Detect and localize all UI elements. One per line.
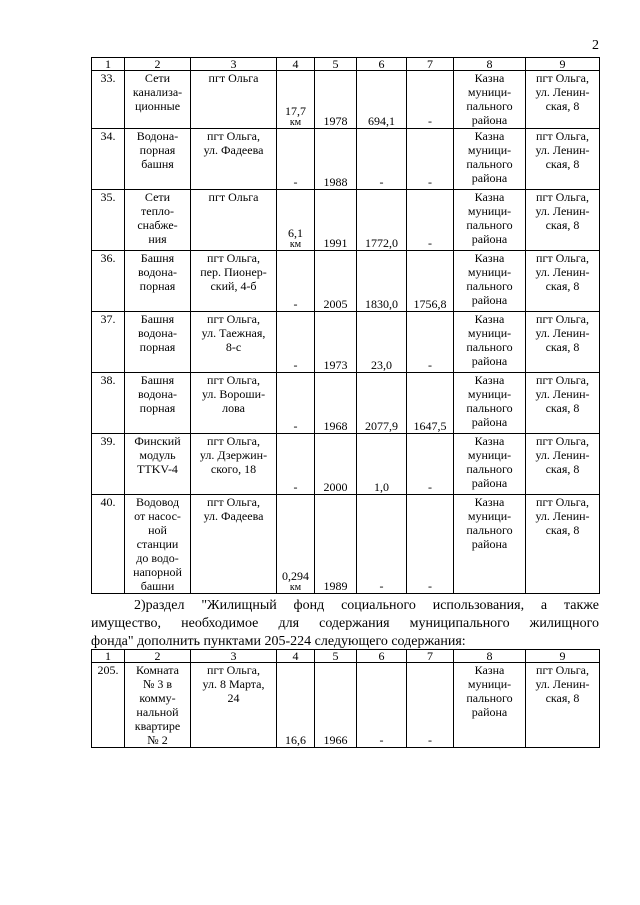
object-name: Водона- порная башня xyxy=(136,129,179,171)
commission-year: 1966 xyxy=(323,733,348,747)
object-address: пгт Ольга xyxy=(208,190,259,204)
column-number-cell: 8 xyxy=(454,58,526,71)
book-value: - xyxy=(379,579,384,593)
book-value: - xyxy=(379,733,384,747)
book-value: 1830,0 xyxy=(365,297,398,311)
column-number-cell: 2 xyxy=(125,650,191,663)
column-number-cell: 1 xyxy=(92,58,125,71)
column-number-cell: 5 xyxy=(315,650,357,663)
book-value: 23,0 xyxy=(371,358,392,372)
object-address: пгт Ольга, ул. Фадеева xyxy=(203,129,264,157)
length-unit: км xyxy=(289,117,302,128)
row-number: 40. xyxy=(100,495,116,509)
holder-name: Казна муници- пального района xyxy=(466,434,513,490)
table-row xyxy=(92,312,600,373)
residual-value: 1647,5 xyxy=(413,419,447,433)
commission-year: 2000 xyxy=(323,480,348,494)
object-address: пгт Ольга, ул. Фадеева xyxy=(203,495,264,523)
column-number-cell: 8 xyxy=(454,650,526,663)
row-number: 34. xyxy=(100,129,116,143)
row-number: 37. xyxy=(100,312,116,326)
table-row xyxy=(92,190,600,251)
holder-name: Казна муници- пального района xyxy=(466,373,513,429)
holder-address: пгт Ольга, ул. Ленин- ская, 8 xyxy=(535,495,590,537)
holder-name: Казна муници- пального района xyxy=(466,71,513,127)
residual-value: - xyxy=(428,175,432,189)
column-number-cell: 3 xyxy=(191,58,277,71)
holder-address: пгт Ольга, ул. Ленин- ская, 8 xyxy=(535,190,590,232)
book-value: 694,1 xyxy=(368,114,395,128)
commission-year: 1989 xyxy=(323,579,348,593)
object-address: пгт Ольга, ул. Дзержин- ского, 18 xyxy=(199,434,268,476)
row-number: 38. xyxy=(100,373,116,387)
header-row xyxy=(92,650,600,663)
commission-year: 1991 xyxy=(323,236,348,250)
commission-year: 1978 xyxy=(323,114,348,128)
property-table xyxy=(91,57,600,594)
book-value: - xyxy=(379,175,384,189)
holder-name: Казна муници- пального района xyxy=(466,495,513,551)
object-address: пгт Ольга, ул. Таежная, 8-с xyxy=(201,312,266,354)
column-number-cell: 4 xyxy=(277,58,315,71)
object-length: - xyxy=(293,419,298,433)
commission-year: 1973 xyxy=(323,358,348,372)
object-length: - xyxy=(293,175,298,189)
column-number-cell: 7 xyxy=(407,58,454,71)
row-number: 205. xyxy=(97,663,119,677)
table-row xyxy=(92,129,600,190)
table-row xyxy=(92,251,600,312)
object-length: 17,7 xyxy=(285,104,306,118)
object-length: - xyxy=(293,297,298,311)
residual-value: - xyxy=(428,579,432,593)
object-name: Башня водона- порная xyxy=(137,373,178,415)
object-length: - xyxy=(293,480,298,494)
book-value: 1772,0 xyxy=(365,236,398,250)
commission-year: 1988 xyxy=(323,175,348,189)
residual-value: - xyxy=(428,480,432,494)
object-name: Комната № 3 в комму- нальной квартире № 2 xyxy=(134,663,181,747)
holder-name: Казна муници- пального района xyxy=(466,129,513,185)
book-value: 1,0 xyxy=(374,480,389,494)
holder-name: Казна муници- пального района xyxy=(466,312,513,368)
object-name: Финский модуль TTKV-4 xyxy=(134,434,181,476)
column-number-cell: 9 xyxy=(526,58,600,71)
object-name: Сети канализа- ционные xyxy=(132,71,183,113)
object-length: 16,6 xyxy=(285,733,306,747)
table-row xyxy=(92,495,600,594)
row-number: 35. xyxy=(100,190,116,204)
object-address: пгт Ольга, пер. Пионер- ский, 4-б xyxy=(200,251,267,293)
column-number-cell: 4 xyxy=(277,650,315,663)
holder-address: пгт Ольга, ул. Ленин- ская, 8 xyxy=(535,251,590,293)
length-unit: км xyxy=(289,239,302,250)
column-number-cell: 6 xyxy=(357,58,407,71)
table-row xyxy=(92,373,600,434)
row-number: 33. xyxy=(100,71,116,85)
header-row xyxy=(92,58,600,71)
holder-address: пгт Ольга, ул. Ленин- ская, 8 xyxy=(535,373,590,415)
column-number-cell: 1 xyxy=(92,650,125,663)
table-row xyxy=(92,663,600,748)
object-address: пгт Ольга, ул. 8 Марта, 24 xyxy=(202,663,265,705)
amendment-paragraph xyxy=(91,597,599,651)
object-address: пгт Ольга xyxy=(208,71,259,85)
holder-address: пгт Ольга, ул. Ленин- ская, 8 xyxy=(535,129,590,171)
residual-value: - xyxy=(428,236,432,250)
object-length: 6,1 xyxy=(288,226,303,240)
holder-address: пгт Ольга, ул. Ленин- ская, 8 xyxy=(535,312,590,354)
residual-value: - xyxy=(428,114,432,128)
holder-name: Казна муници- пального района xyxy=(466,251,513,307)
paragraph-line-3: фонда" дополнить пунктами 205-224 следующего содержания: xyxy=(91,634,466,649)
column-number-cell: 6 xyxy=(357,650,407,663)
column-number-cell: 3 xyxy=(191,650,277,663)
row-number: 39. xyxy=(100,434,116,448)
page-number: 2 xyxy=(592,38,599,53)
holder-address: пгт Ольга, ул. Ленин- ская, 8 xyxy=(535,71,590,113)
holder-name: Казна муници- пального района xyxy=(466,663,513,719)
table-row xyxy=(92,434,600,495)
object-address: пгт Ольга, ул. Вороши- лова xyxy=(201,373,266,415)
object-length: 0,294 xyxy=(282,569,309,583)
holder-name: Казна муници- пального района xyxy=(466,190,513,246)
residual-value: - xyxy=(428,358,432,372)
column-number-cell: 2 xyxy=(125,58,191,71)
length-unit: км xyxy=(289,582,302,593)
table-row xyxy=(92,71,600,129)
object-name: Водовод от насос- ной станции до водо- напорной башни xyxy=(133,495,182,593)
column-number-cell: 5 xyxy=(315,58,357,71)
column-number-cell: 7 xyxy=(407,650,454,663)
holder-address: пгт Ольга, ул. Ленин- ская, 8 xyxy=(535,663,590,705)
book-value: 2077,9 xyxy=(365,419,398,433)
commission-year: 1968 xyxy=(323,419,348,433)
housing-table xyxy=(91,649,600,748)
object-name: Сети тепло- снабже- ния xyxy=(137,190,178,246)
object-length: - xyxy=(293,358,298,372)
holder-address: пгт Ольга, ул. Ленин- ская, 8 xyxy=(535,434,590,476)
row-number: 36. xyxy=(100,251,116,265)
object-name: Башня водона- порная xyxy=(137,312,178,354)
column-number-cell: 9 xyxy=(526,650,600,663)
residual-value: 1756,8 xyxy=(413,297,447,311)
commission-year: 2005 xyxy=(323,297,348,311)
paragraph-line-1: 2)раздел "Жилищный фонд социального использования, а также xyxy=(134,598,599,613)
paragraph-line-2: имущество, необходимое для содержания муниципального жилищного xyxy=(91,616,599,631)
object-name: Башня водона- порная xyxy=(137,251,178,293)
residual-value: - xyxy=(428,733,432,747)
